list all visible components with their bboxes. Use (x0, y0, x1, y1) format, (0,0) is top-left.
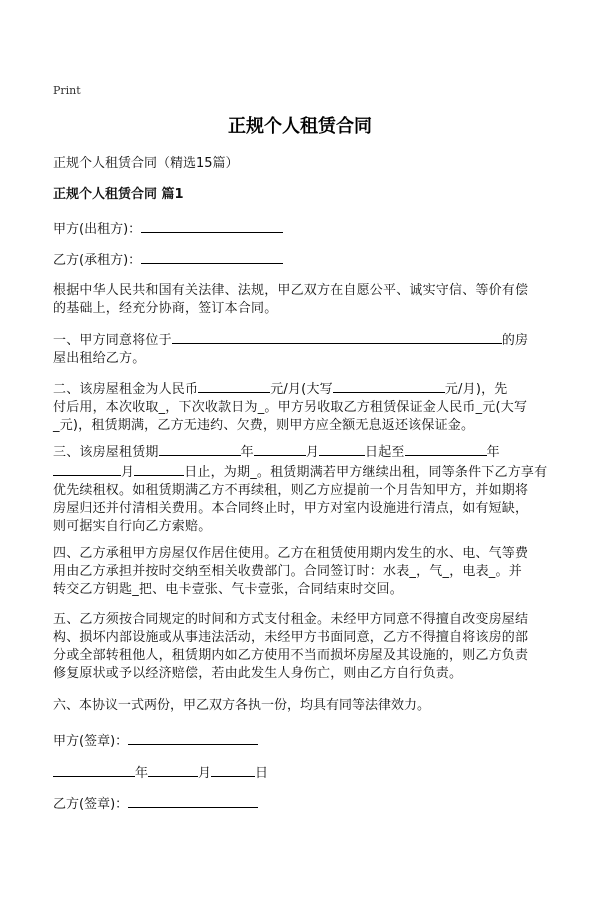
clause3-text: 日止，为期_。租赁期满若甲方继续出租，同等条件下乙方享有 (184, 465, 548, 480)
clause1-prefix: 一、甲方同意将位于 (53, 333, 172, 348)
clause2-line2: 付后用，本次收取_，下次收款日为_。甲方另收取乙方租赁保证金人民币_元(大写 (53, 400, 528, 415)
sign-b-blank (128, 794, 258, 808)
document-subtitle: 正规个人租赁合同（精选15篇） (53, 156, 239, 171)
clause5-line: 修复原状或予以经济赔偿，若由此发生人身伤亡，则由乙方自行负责。 (53, 666, 463, 681)
clause1-address-blank (172, 330, 502, 344)
end-day-blank (134, 462, 184, 476)
date-day-label: 日 (255, 766, 269, 781)
clause5-line: 五、乙方须按合同规定的时间和方式支付租金。未经甲方同意不得擅自改变房屋结 (53, 612, 529, 627)
clause3-text: 日起至 (365, 445, 405, 460)
date-year-blank (53, 763, 135, 777)
clause2-text: 二、该房屋租金为人民币 (53, 382, 199, 397)
clause5-line: 分或全部转租他人，租赁期内如乙方使用不当而损坏房屋及其设施的，则乙方负责 (53, 648, 529, 663)
end-year-blank (405, 442, 487, 456)
party-a-blank (141, 219, 283, 233)
end-month-blank (53, 462, 121, 476)
clause-1 (53, 330, 553, 368)
clause-5 (53, 611, 553, 683)
intro-paragraph (53, 282, 553, 318)
intro-line: 根据中华人民共和国有关法律、法规，甲乙双方在自愿公平、诚实守信、等价有偿 (53, 283, 529, 298)
clause2-line3: _元)，租赁期满，乙方无违约、欠费，则甲方应全额无息返还该保证金。 (53, 418, 475, 433)
start-year-blank (159, 442, 241, 456)
sign-a-row (53, 731, 258, 751)
party-b-row (53, 250, 283, 270)
document-title: 正规个人租赁合同 (228, 116, 372, 137)
date-year-label: 年 (135, 766, 149, 781)
clause-6: 六、本协议一式两份，甲乙双方各执一份，均具有同等法律效力。 (53, 698, 431, 713)
date-row (53, 763, 268, 783)
start-month-blank (254, 442, 306, 456)
clause3-text: 年 (240, 445, 254, 460)
clause3-line5: 则可据实自行向乙方索赔。 (53, 519, 212, 534)
intro-line: 的基础上，经充分协商，签订本合同。 (53, 301, 278, 316)
clause3-line4: 房屋归还并付清相关费用。本合同终止时，甲方对室内设施进行清点，如有短缺， (53, 501, 529, 516)
party-a-row (53, 219, 283, 239)
party-a-label: 甲方(出租方)： (53, 222, 142, 237)
party-b-blank (141, 250, 283, 264)
clause5-line: 构、损坏内部设施或从事违法活动，未经甲方书面同意，乙方不得擅自将该房的部 (53, 630, 529, 645)
clause3-line3: 优先续租权。如租赁期满乙方不再续租，则乙方应提前一个月告知甲方，并如期将 (53, 483, 529, 498)
sign-a-label: 甲方(签章)： (53, 734, 129, 749)
clause3-text: 月 (121, 465, 135, 480)
sign-b-row (53, 794, 258, 814)
print-label: Print (53, 84, 81, 97)
clause2-text: 元/月)，先 (444, 382, 508, 397)
date-month-blank (148, 763, 198, 777)
clause4-line: 转交乙方钥匙_把、电卡壹张、气卡壹张，合同结束时交回。 (53, 582, 403, 597)
start-day-blank (319, 442, 365, 456)
clause1-line2: 屋出租给乙方。 (53, 351, 146, 366)
clause4-line: 用由乙方承担并按时交纳至相关收费部门。合同签订时：水表_，气_，电表_。并 (53, 564, 522, 579)
sign-a-blank (128, 731, 258, 745)
clause-3 (53, 442, 553, 536)
sign-b-label: 乙方(签章)： (53, 797, 129, 812)
date-day-blank (211, 763, 255, 777)
clause-2 (53, 379, 553, 435)
rent-amount-words-blank (333, 379, 445, 393)
clause3-text: 三、该房屋租赁期 (53, 445, 159, 460)
party-b-label: 乙方(承租方)： (53, 253, 142, 268)
clause-4 (53, 545, 553, 599)
section-heading: 正规个人租赁合同 篇1 (53, 187, 184, 202)
clause3-text: 月 (305, 445, 320, 460)
clause1-suffix: 的房 (501, 333, 529, 348)
clause4-line: 四、乙方承租甲方房屋仅作居住使用。乙方在租赁使用期内发生的水、电、气等费 (53, 546, 529, 561)
clause2-text: 元/月(大写 (270, 382, 333, 397)
date-month-label: 月 (198, 766, 212, 781)
rent-amount-blank (198, 379, 270, 393)
clause3-text: 年 (486, 445, 500, 460)
